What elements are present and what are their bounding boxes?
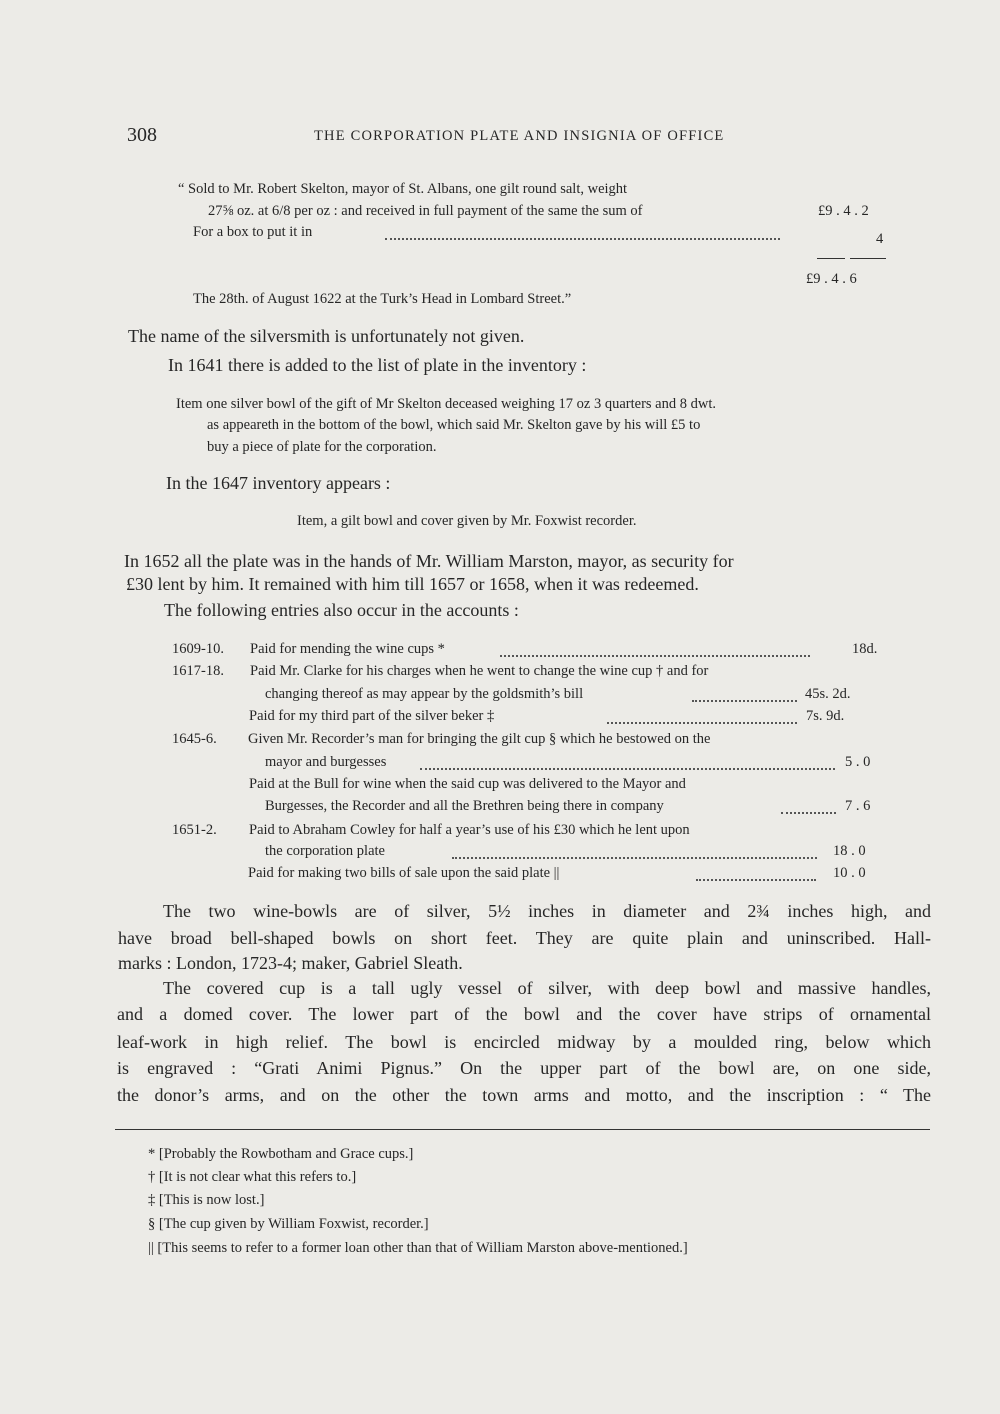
item-quote-line-2: as appeareth in the bottom of the bowl, which said Mr. Skelton gave by his will £5 to bbox=[207, 417, 701, 433]
leader-dots bbox=[692, 700, 797, 702]
item-quote-line-3: buy a piece of plate for the corporation. bbox=[207, 439, 437, 455]
sale-quote-amount-2: 4 bbox=[876, 231, 884, 247]
account-entry: Paid for making two bills of sale upon the said plate || bbox=[248, 865, 560, 881]
footnote: ‡ [This is now lost.] bbox=[148, 1192, 265, 1208]
account-entry: Paid to Abraham Cowley for half a year’s use of his £30 which he lent upon bbox=[249, 822, 690, 838]
account-entry: Paid Mr. Clarke for his charges when he went to change the wine cup † and for bbox=[250, 663, 709, 679]
leader-dots bbox=[420, 768, 835, 770]
sale-quote-line-3: For a box to put it in bbox=[193, 224, 313, 240]
paragraph-wine-bowls-line-2: have broad bell-shaped bowls on short feet. They are quite plain and uninscribed. Hall- bbox=[118, 928, 931, 948]
account-amount: 45s. 2d. bbox=[805, 686, 851, 702]
account-year: 1609-10. bbox=[172, 641, 224, 657]
account-year: 1651-2. bbox=[172, 822, 217, 838]
sale-quote-line-2: 27⅝ oz. at 6/8 per oz : and received in full payment of the same the sum of bbox=[208, 203, 643, 219]
item-1647: Item, a gilt bowl and cover given by Mr. Foxwist recorder. bbox=[297, 513, 637, 529]
paragraph-covered-cup-line-2: and a domed cover. The lower part of the bowl and the cover have strips of ornamental bbox=[117, 1004, 931, 1024]
paragraph-1647: In the 1647 inventory appears : bbox=[166, 473, 391, 493]
paragraph-wine-bowls-line-1: The two wine-bowls are of silver, 5½ inches in diameter and 2¾ inches high, and bbox=[163, 901, 931, 921]
footnote: * [Probably the Rowbotham and Grace cups.] bbox=[148, 1146, 414, 1162]
leader-dots bbox=[500, 655, 810, 657]
paragraph-covered-cup-line-3: leaf-work in high relief. The bowl is encircled midway by a moulded ring, below which bbox=[117, 1032, 931, 1052]
account-amount: 18d. bbox=[852, 641, 878, 657]
footnote: || [This seems to refer to a former loan other than that of William Marston above-mentioned.] bbox=[148, 1240, 688, 1256]
footnote: † [It is not clear what this refers to.] bbox=[148, 1169, 357, 1185]
account-entry-cont: changing thereof as may appear by the goldsmith’s bill bbox=[265, 686, 584, 702]
running-title: THE CORPORATION PLATE AND INSIGNIA OF OFFICE bbox=[314, 128, 725, 144]
paragraph-1652-line-1: In 1652 all the plate was in the hands of Mr. William Marston, mayor, as security for bbox=[124, 551, 734, 571]
paragraph-covered-cup-line-1: The covered cup is a tall ugly vessel of silver, with deep bowl and massive handles, bbox=[163, 978, 931, 998]
account-entry: Given Mr. Recorder’s man for bringing the gilt cup § which he bestowed on the bbox=[248, 731, 711, 747]
paragraph-silversmith: The name of the silversmith is unfortunately not given. bbox=[128, 326, 525, 346]
leader-dots bbox=[607, 722, 797, 724]
account-entry: Paid for mending the wine cups * bbox=[250, 641, 445, 657]
account-amount: 7s. 9d. bbox=[806, 708, 845, 724]
account-year: 1645-6. bbox=[172, 731, 217, 747]
account-entry-cont: mayor and burgesses bbox=[265, 754, 387, 770]
paragraph-covered-cup-line-5: the donor’s arms, and on the other the town arms and motto, and the inscription : “ The bbox=[117, 1085, 931, 1105]
account-amount: 5 . 0 bbox=[845, 754, 871, 770]
account-entry-cont: the corporation plate bbox=[265, 843, 385, 859]
sale-quote-line-1: “ Sold to Mr. Robert Skelton, mayor of St. Albans, one gilt round salt, weight bbox=[178, 181, 628, 197]
sale-quote-total: £9 . 4 . 6 bbox=[806, 271, 857, 287]
leader-dots bbox=[385, 238, 780, 240]
item-quote-line-1: Item one silver bowl of the gift of Mr Skelton deceased weighing 17 oz 3 quarters and 8 dwt. bbox=[176, 396, 716, 412]
sum-rule-2 bbox=[850, 258, 886, 259]
paragraph-1652-line-3: The following entries also occur in the accounts : bbox=[164, 600, 519, 620]
leader-dots bbox=[696, 879, 816, 881]
paragraph-1652-line-2: £30 lent by him. It remained with him till 1657 or 1658, when it was redeemed. bbox=[126, 574, 699, 594]
sale-quote-date: The 28th. of August 1622 at the Turk’s Head in Lombard Street.” bbox=[193, 291, 572, 307]
account-amount: 18 . 0 bbox=[833, 843, 866, 859]
account-amount: 7 . 6 bbox=[845, 798, 871, 814]
account-year: 1617-18. bbox=[172, 663, 224, 679]
account-entry-cont: Burgesses, the Recorder and all the Brethren being there in company bbox=[265, 798, 664, 814]
footnote-rule bbox=[115, 1129, 930, 1130]
leader-dots bbox=[452, 857, 817, 859]
sum-rule-1 bbox=[817, 258, 845, 259]
sale-quote-amount-1: £9 . 4 . 2 bbox=[818, 203, 869, 219]
leader-dots bbox=[781, 812, 836, 814]
account-entry: Paid for my third part of the silver beker ‡ bbox=[249, 708, 495, 724]
paragraph-wine-bowls-line-3: marks : London, 1723-4; maker, Gabriel Sleath. bbox=[118, 953, 463, 973]
account-amount: 10 . 0 bbox=[833, 865, 866, 881]
paragraph-1641: In 1641 there is added to the list of plate in the inventory : bbox=[168, 355, 587, 375]
paragraph-covered-cup-line-4: is engraved : “Grati Animi Pignus.” On the upper part of the bowl are, on one side, bbox=[117, 1058, 931, 1078]
footnote: § [The cup given by William Foxwist, recorder.] bbox=[148, 1216, 429, 1232]
account-entry: Paid at the Bull for wine when the said cup was delivered to the Mayor and bbox=[249, 776, 686, 792]
page-number: 308 bbox=[127, 124, 157, 146]
